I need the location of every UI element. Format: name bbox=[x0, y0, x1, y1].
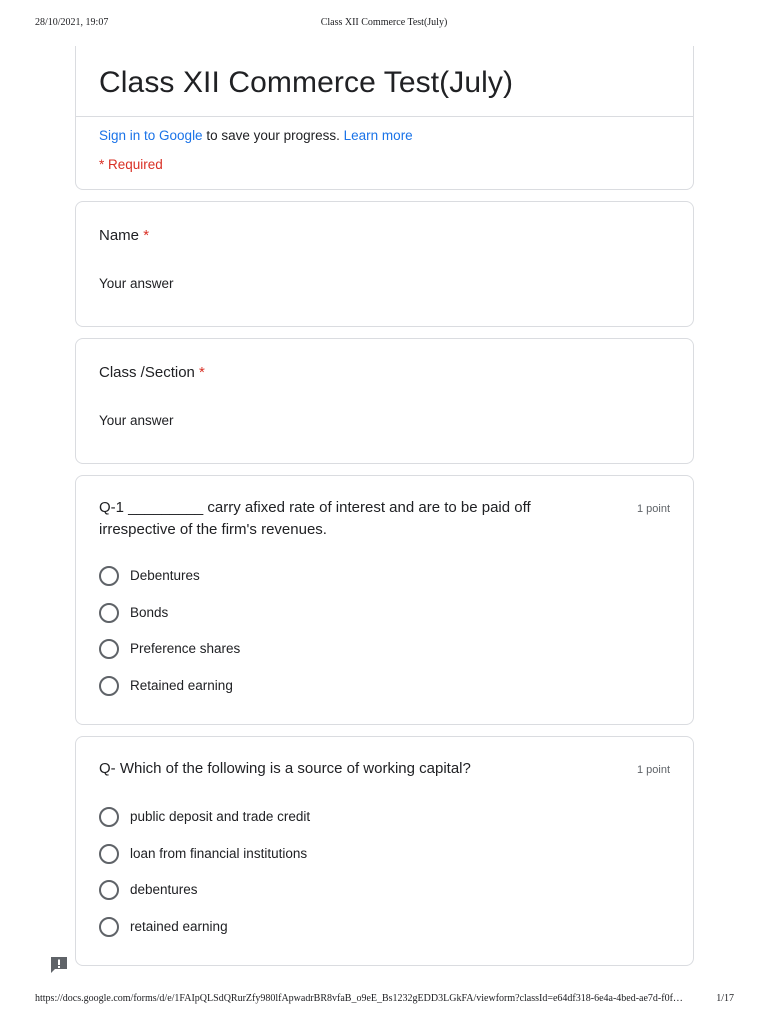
signin-line bbox=[99, 128, 413, 143]
print-doc-title: Class XII Commerce Test(July) bbox=[320, 17, 448, 28]
header-divider bbox=[76, 116, 693, 117]
option-label: Preference shares bbox=[130, 641, 241, 656]
radio-options bbox=[99, 566, 240, 712]
learn-more-link[interactable]: Learn more bbox=[343, 128, 413, 143]
form-title: Class XII Commerce Test(July) bbox=[99, 66, 514, 99]
radio-options bbox=[99, 807, 310, 953]
report-problem-icon[interactable] bbox=[49, 955, 69, 975]
radio-option[interactable] bbox=[99, 880, 310, 917]
question-card-q1 bbox=[75, 475, 694, 725]
print-page-number: 1/17 bbox=[716, 993, 734, 1004]
question-card-name bbox=[75, 201, 694, 327]
radio-button-icon[interactable] bbox=[99, 917, 119, 937]
radio-button-icon[interactable] bbox=[99, 807, 119, 827]
radio-option[interactable] bbox=[99, 917, 310, 954]
print-header bbox=[0, 17, 768, 31]
option-label: debentures bbox=[130, 882, 198, 897]
print-url: https://docs.google.com/forms/d/e/1FAIpQLSdQRurZfy980lfApwadrBR8vfaB_o9eE_Bs1232gEDD3LGkFA/viewform?classId=e64df318-6e4a-4bed-ae7d-f0f… bbox=[35, 993, 683, 1004]
print-datetime: 28/10/2021, 19:07 bbox=[35, 17, 109, 28]
question-card-q2 bbox=[75, 736, 694, 966]
option-label: Bonds bbox=[130, 604, 169, 620]
radio-option[interactable] bbox=[99, 639, 240, 676]
question-points: 1 point bbox=[636, 764, 670, 776]
radio-button-icon[interactable] bbox=[99, 639, 119, 659]
question-title bbox=[99, 225, 579, 247]
radio-option[interactable] bbox=[99, 676, 240, 713]
radio-option[interactable] bbox=[99, 844, 310, 881]
form-header-card bbox=[75, 46, 694, 190]
radio-option[interactable] bbox=[99, 566, 240, 603]
question-points: 1 point bbox=[636, 503, 670, 515]
option-label: retained earning bbox=[130, 918, 228, 934]
required-note: * Required bbox=[99, 157, 163, 172]
radio-option[interactable] bbox=[99, 603, 240, 640]
question-title-text: Class /Section bbox=[99, 364, 195, 381]
radio-button-icon[interactable] bbox=[99, 603, 119, 623]
signin-text: to save your progress. bbox=[202, 128, 344, 143]
question-title bbox=[99, 362, 579, 384]
radio-option[interactable] bbox=[99, 807, 310, 844]
class-section-answer-input[interactable]: Your answer bbox=[99, 413, 174, 428]
option-label: Debentures bbox=[130, 568, 200, 583]
radio-button-icon[interactable] bbox=[99, 566, 119, 586]
option-label: public deposit and trade credit bbox=[130, 809, 311, 824]
question-title-text: Name bbox=[99, 227, 140, 244]
required-asterisk: * bbox=[143, 227, 150, 244]
question-card-class-section bbox=[75, 338, 694, 464]
sign-in-link[interactable]: Sign in to Google bbox=[99, 128, 203, 143]
option-label: loan from financial institutions bbox=[130, 845, 308, 861]
radio-button-icon[interactable] bbox=[99, 844, 119, 864]
option-label: Retained earning bbox=[130, 677, 233, 693]
radio-button-icon[interactable] bbox=[99, 880, 119, 900]
print-footer bbox=[0, 993, 768, 1007]
question-title: Q- Which of the following is a source of working capital? bbox=[99, 760, 471, 777]
required-asterisk: * bbox=[199, 364, 205, 381]
name-answer-input[interactable]: Your answer bbox=[99, 276, 174, 291]
radio-button-icon[interactable] bbox=[99, 676, 119, 696]
question-title: Q-1 _________ carry afixed rate of interest and are to be paid off irrespective of the firm's revenues. bbox=[99, 499, 531, 538]
